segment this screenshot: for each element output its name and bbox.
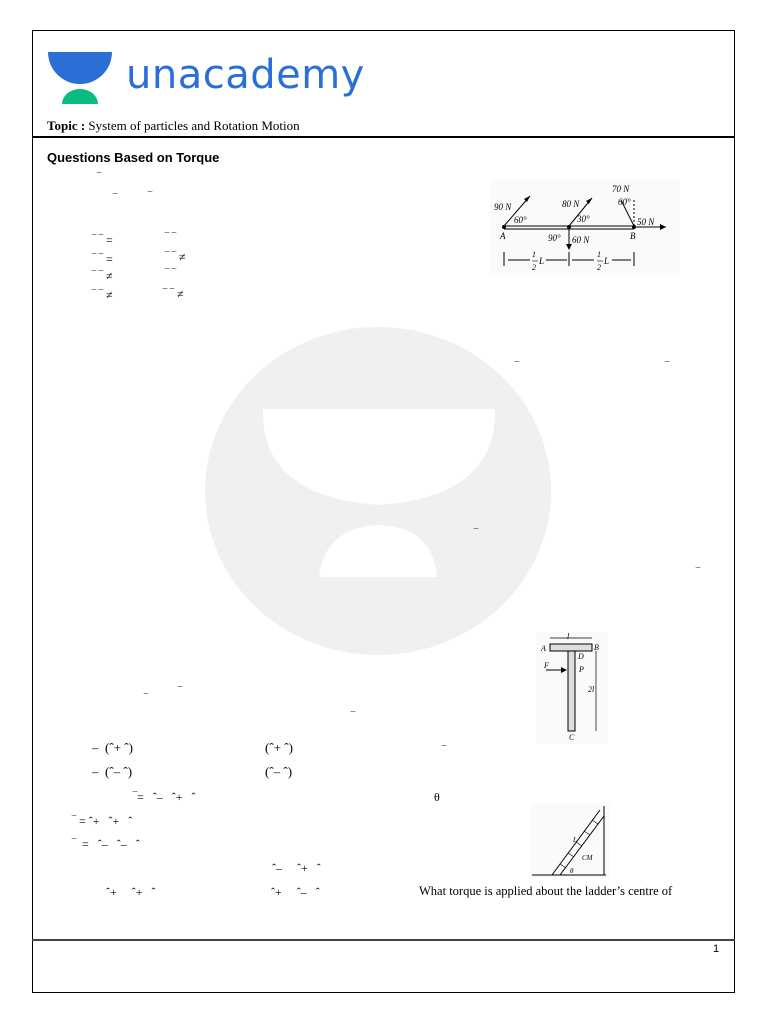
angle-label: 90° [548,233,561,243]
section-heading: Questions Based on Torque [47,150,220,165]
force-label: 60 N [572,235,590,245]
header-divider [32,136,735,138]
math-fragment: ‾ [97,171,101,185]
fraction-denominator: 2 [597,263,601,272]
page-number: 1 [713,943,720,955]
cm-label: CM [582,854,593,862]
point-label: B [594,643,599,652]
math-fragment: ‾ [148,190,152,204]
math-fragment: ‾ [178,685,182,699]
option-a-right: (ˆ+ ˆ) [265,740,293,755]
length-label: 2l [588,685,595,694]
option-a-right: ‾ ‾ [165,231,176,245]
equation-fragment: ‾= ˆ– ˆ+ ˆ [133,790,196,804]
ladder-diagram [530,804,610,878]
footer-divider [32,939,735,941]
option-b-left: ‾ ‾ = [92,252,113,266]
equation-fragment: ˆ+ ˆ– ˆ [271,885,320,899]
math-fragment: ‾ [442,744,446,758]
point-label: A [500,231,506,241]
math-fragment: ‾ [351,710,355,724]
length-label: l [567,632,570,641]
point-label: P [579,665,584,674]
ladder-question: What torque is applied about the ladder’s centre of [419,884,673,898]
fraction-numerator: 1 [597,250,601,259]
force-diagram [490,180,680,275]
angle-label: θ [570,867,574,875]
option-b-right: ‾ ‾ ≠ [165,250,186,264]
length-label: L [539,256,545,266]
angle-label: 60° [514,215,527,225]
option-b-right: (ˆ– ˆ) [265,764,293,779]
option-c-right: ‾ ‾ [165,267,176,281]
point-label: D [578,652,584,661]
topic-label: Topic : [47,118,86,133]
logo-icon [46,50,114,106]
force-label: 50 N [637,217,655,227]
angle-label: 30° [577,214,590,224]
math-fragment: ‾ [474,527,478,541]
length-label: L [604,256,610,266]
t-frame-diagram [536,632,608,744]
angle-label: 60° [618,197,631,207]
option-b-left: – (ˆ– ˆ) [92,764,133,779]
option-a-left: ‾ ‾ = [92,233,113,247]
equation-fragment: ˆ– ˆ+ ˆ [272,861,321,875]
force-label: 80 N [562,199,580,209]
math-fragment: ‾ [665,360,669,374]
equation-fragment: ˆ+ ˆ+ ˆ [106,885,156,899]
fraction-denominator: 2 [532,263,536,272]
math-fragment: ‾ [113,192,117,206]
point-label: C [569,733,575,742]
brand-name: unacademy [126,52,365,98]
equation-fragment: ‾ = ˆ+ ˆ+ ˆ [72,814,133,828]
theta-symbol: θ [434,790,440,804]
option-d-left: ‾ ‾ ≠ [92,288,113,302]
option-d-right: ‾ ‾ ≠ [163,287,184,301]
equation-fragment: ‾ = ˆ– ˆ– ˆ [72,837,140,851]
length-label: L [573,836,577,844]
force-label: 70 N [612,184,630,194]
force-label: 90 N [494,202,512,212]
topic-line [47,118,300,134]
option-c-left: ‾ ‾ ≠ [92,269,113,283]
point-label: B [630,231,636,241]
math-fragment: ‾ [144,692,148,706]
topic-value: System of particles and Rotation Motion [88,118,300,133]
fraction-numerator: 1 [532,250,536,259]
watermark-logo-icon [205,327,551,655]
option-a-left: – (ˆ+ ˆ) [92,740,133,755]
point-label: A [541,644,546,653]
math-fragment: ‾ [515,360,519,374]
force-label: F [544,661,549,670]
math-fragment: ‾ [696,566,700,580]
